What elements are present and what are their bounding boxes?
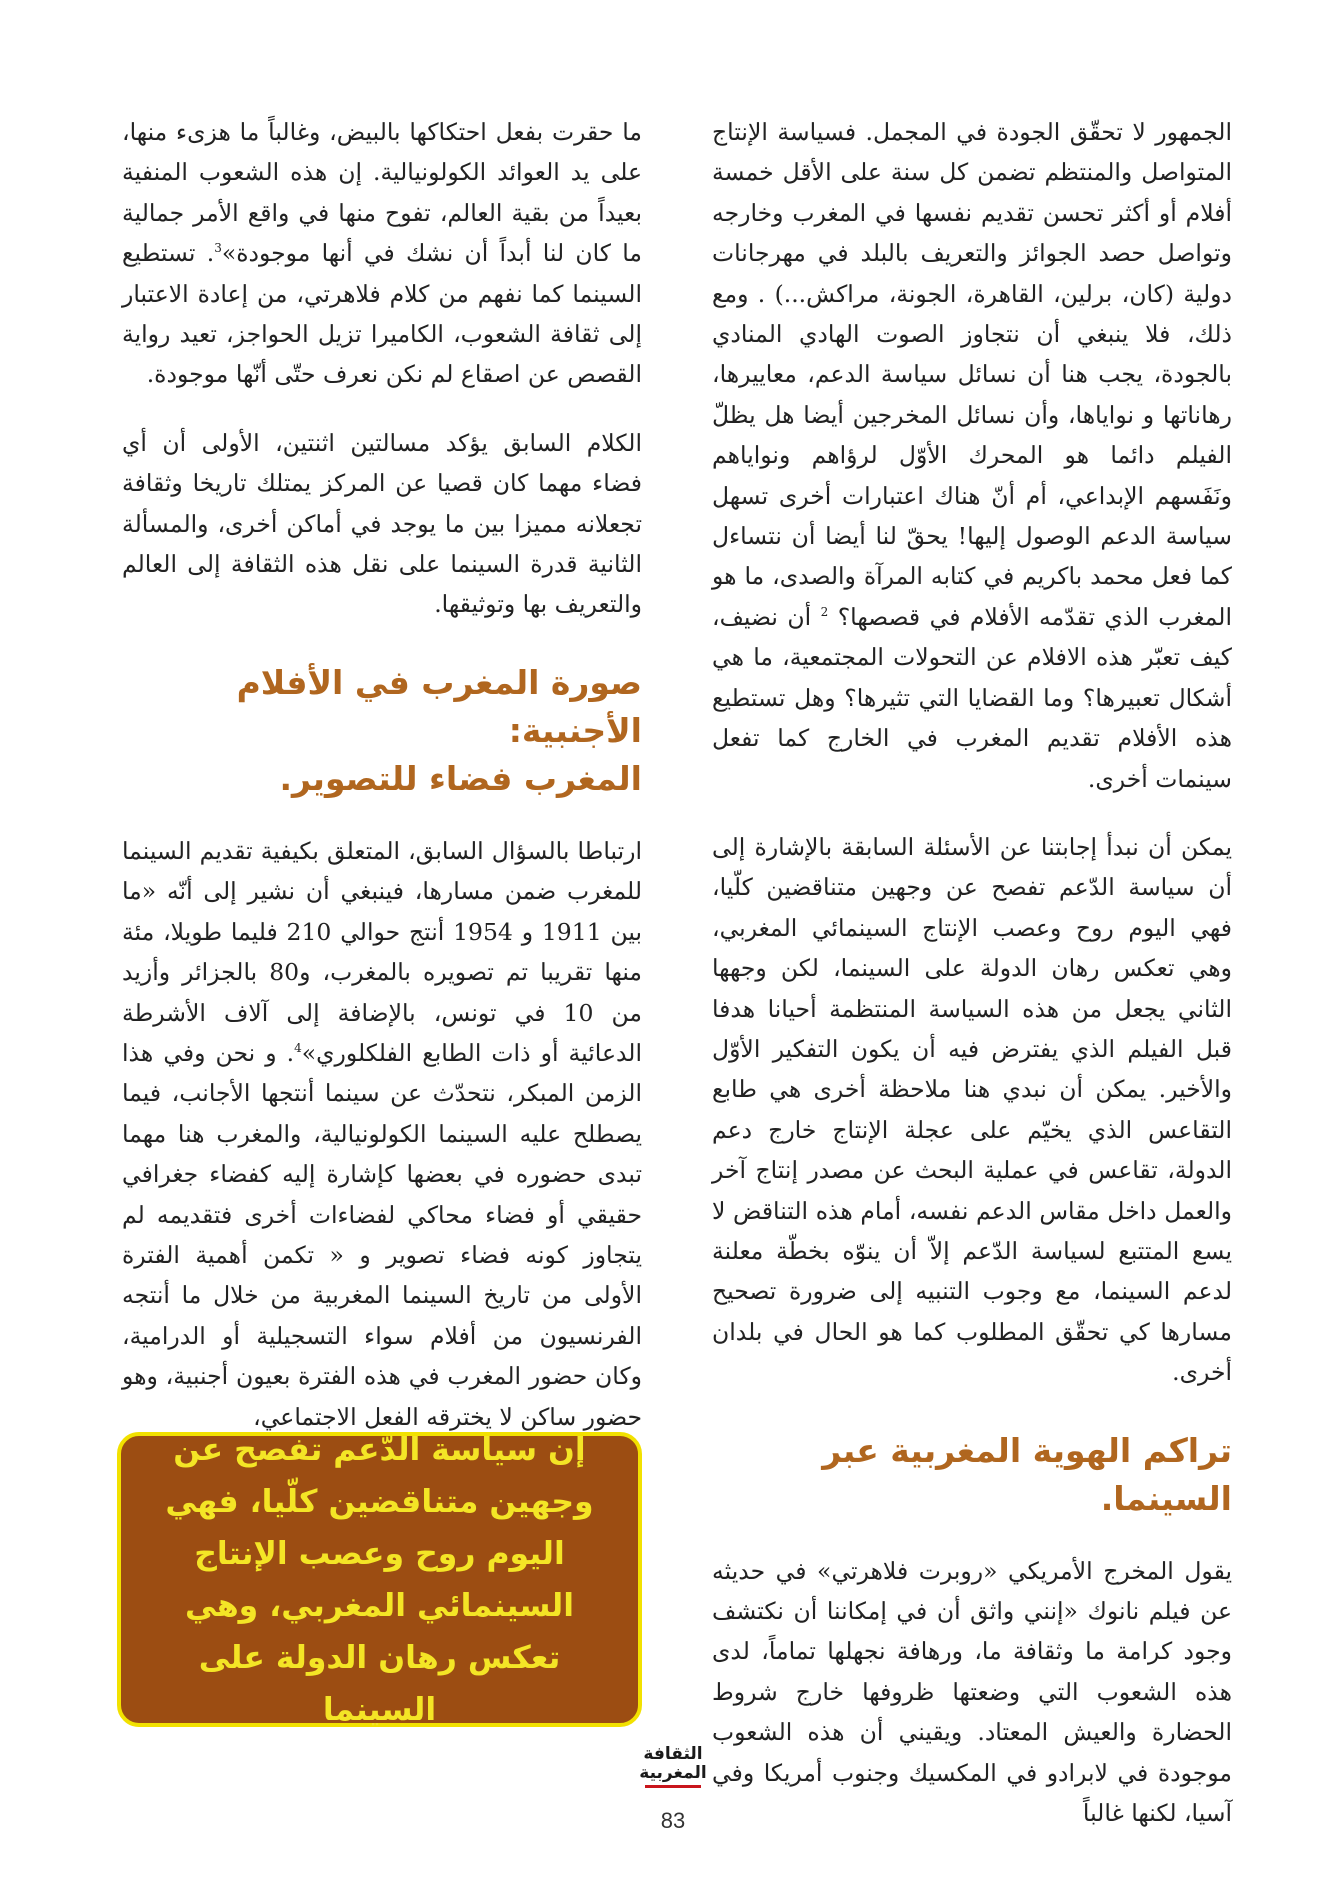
footnote-ref-4[interactable]: 4 bbox=[294, 1041, 302, 1056]
logo-line-1: الثقافة bbox=[643, 1744, 703, 1764]
section-heading-foreign-films bbox=[122, 659, 642, 803]
right-para-1-text: الجمهور لا تحقّق الجودة في المجمل. فسياسة الإنتاج المتواصل والمنتظم تضمن كل سنة على الأقل خمسة أفلام أو أكثر تحسن تقديم نفسها في المغرب وخارجه وتواصل حصد الجوائز والتعريف بالبلد في مهرجانات دولية (كان، برلين، القاهرة، الجونة، مراكش...) . ومع ذلك، فلا ينبغي أن نتجاوز الصوت الهادي المنادي بالجودة، يجب هنا أن نسائل سياسة الدعم، معاييرها، رهاناتها و نواياها، وأن نسائل المخرجين أيضا هل يظلّ الفيلم دائما هو المحرك الأوّل لرؤاهم ونواياهم ونَفَسهم الإبداعي، أم أنّ هناك اعتبارات أخرى تسهل سياسة الدعم الوصول إليها! يحقّ لنا أيضا أن نتساءل كما فعل محمد باكريم في كتابه المرآة والصدى، ما هو المغرب الذي تقدّمه الأفلام في قصصها؟ bbox=[712, 118, 1232, 631]
left-para-2: الكلام السابق يؤكد مسالتين اثنتين، الأولى أن أي فضاء مهما كان قصيا عن المركز يمتلك تاريخا وثقافة تجعلانه مميزا بين ما يوجد في أماكن أخرى، والمسألة الثانية قدرة السينما على نقل هذه الثقافة إلى العالم والتعريف بها وتوثيقها. bbox=[122, 428, 642, 619]
right-para-1-cont: أن نضيف، كيف تعبّر هذه الافلام عن التحولات المجتمعية، ما هي أشكال تعبيرها؟ وما القضايا التي تثيرها؟ وهل تستطيع هذه الأفلام تقديم المغرب في الخارج كما تفعل سينمات أخرى. bbox=[712, 602, 1232, 793]
right-para-1 bbox=[712, 112, 1232, 799]
left-column bbox=[122, 112, 642, 1437]
magazine-logo bbox=[637, 1745, 709, 1788]
right-para-2: يمكن أن نبدأ إجابتنا عن الأسئلة السابقة بالإشارة إلى أن سياسة الدّعم تفصح عن وجهين متناقضين كلّيا، فهي اليوم روح وعصب الإنتاج السينمائي المغربي، وهي تعكس رهان الدولة على السينما، لكن وجهها الثاني يجعل من هذه السياسة المنتظمة أحيانا هدفا قبل الفيلم الذي يفترض فيه أن يكون التفكير الأوّل والأخير. يمكن أن نبدي هنا ملاحظة أخرى هي طابع التقاعس الذي يخيّم على عجلة الإنتاج خارج دعم الدولة، تقاعس في عملية البحث عن مصدر إنتاج آخر والعمل داخل مقاس الدعم نفسه، أمام هذه التناقض لا يسع المتتبع لسياسة الدّعم إلاّ أن ينوّه بخطّة معلنة لدعم السينما، مع وجوب التنبيه إلى ضرورة تصحيح مسارها كي تحقّق المطلوب كما هو الحال في بلدان أخرى. bbox=[712, 832, 1232, 1387]
left-para-1-text: ما حقرت بفعل احتكاكها بالبيض، وغالباً ما هزىء منها، على يد العوائد الكولونيالية. إن هذه الشعوب المنفية بعيداً من بقية العالم، تفوح منها في واقع الأمر جمالية ما كان لنا أبداً أن نشك في أنها موجودة» bbox=[122, 118, 642, 268]
section-heading-line-1: صورة المغرب في الأفلام الأجنبية: bbox=[236, 662, 642, 750]
footnote-ref-3[interactable]: 3 bbox=[214, 241, 222, 256]
left-para-3-text: ارتباطا بالسؤال السابق، المتعلق بكيفية تقديم السينما للمغرب ضمن مسارها، فينبغي أن نشير إلى أنّه «ما بين 1911 و 1954 أنتج حوالي 210 فليما طويلا، مئة منها تقريبا تم تصويره بالمغرب، و80 بالجزائر وأزيد من 10 في تونس، بالإضافة إلى آلاف الأشرطة الدعائية أو ذات الطابع الفلكلوري» bbox=[122, 836, 643, 1067]
right-column bbox=[712, 112, 1232, 1833]
left-para-1 bbox=[122, 112, 642, 395]
pull-quote-text: إن سياسة الدّعم تفصح عن وجهين متناقضين كلّيا، فهي اليوم روح وعصب الإنتاج السينمائي المغربي، وهي تعكس رهان الدولة على السينما bbox=[165, 1431, 594, 1728]
pull-quote-box bbox=[117, 1432, 642, 1727]
section-heading-identity: تراكم الهوية المغربية عبر السينما. bbox=[822, 1430, 1232, 1518]
logo-underline bbox=[645, 1785, 701, 1788]
right-para-3: يقول المخرج الأمريكي «روبرت فلاهرتي» في حديثه عن فيلم نانوك «إنني واثق أن في إمكاننا أن نكتشف وجود كرامة ما وثقافة ما، ورهافة نجهلها تماماً، لدى هذه الشعوب التي وضعتها ظروفها خارج شروط الحضارة والعيش المعتاد. ويقيني أن هذه الشعوب موجودة في لابرادو في المكسيك وجنوب أمريكا وفي آسيا، لكنها غالباً bbox=[712, 1556, 1232, 1828]
footnote-ref-2[interactable]: 2 bbox=[820, 605, 829, 620]
section-heading-line-2: المغرب فضاء للتصوير. bbox=[279, 758, 642, 798]
left-para-3 bbox=[122, 831, 642, 1437]
left-para-1-cont: . تستطيع السينما كما نفهم من كلام فلاهرتي، من إعادة الاعتبار إلى ثقافة الشعوب، الكاميرا تزيل الحواجز، تعيد رواية القصص عن اصقاع لم نكن نعرف حتّى أنّها موجودة. bbox=[122, 239, 642, 389]
logo-line-2: المغربية bbox=[639, 1763, 707, 1783]
page-number: 83 bbox=[660, 1808, 686, 1833]
left-para-3-cont: . و نحن وفي هذا الزمن المبكر، نتحدّث عن سينما أنتجها الأجانب، فيما يصطلح عليه السينما الكولونيالية، والمغرب هنا مهما تبدى حضوره في بعضها كإشارة إليه كفضاء جغرافي حقيقي أو فضاء محاكي لفضاءات أخرى فتقديمه لم يتجاوز كونه فضاء تصوير و « تكمن أهمية الفترة الأولى من تاريخ السينما المغربية من خلال ما أنتجه الفرنسيون من أفلام سواء التسجيلية أو الدرامية، وكان حضور المغرب في هذه الفترة بعيون أجنبية، وهو حضور ساكن لا يخترقه الفعل الاجتماعي، bbox=[122, 1038, 642, 1431]
